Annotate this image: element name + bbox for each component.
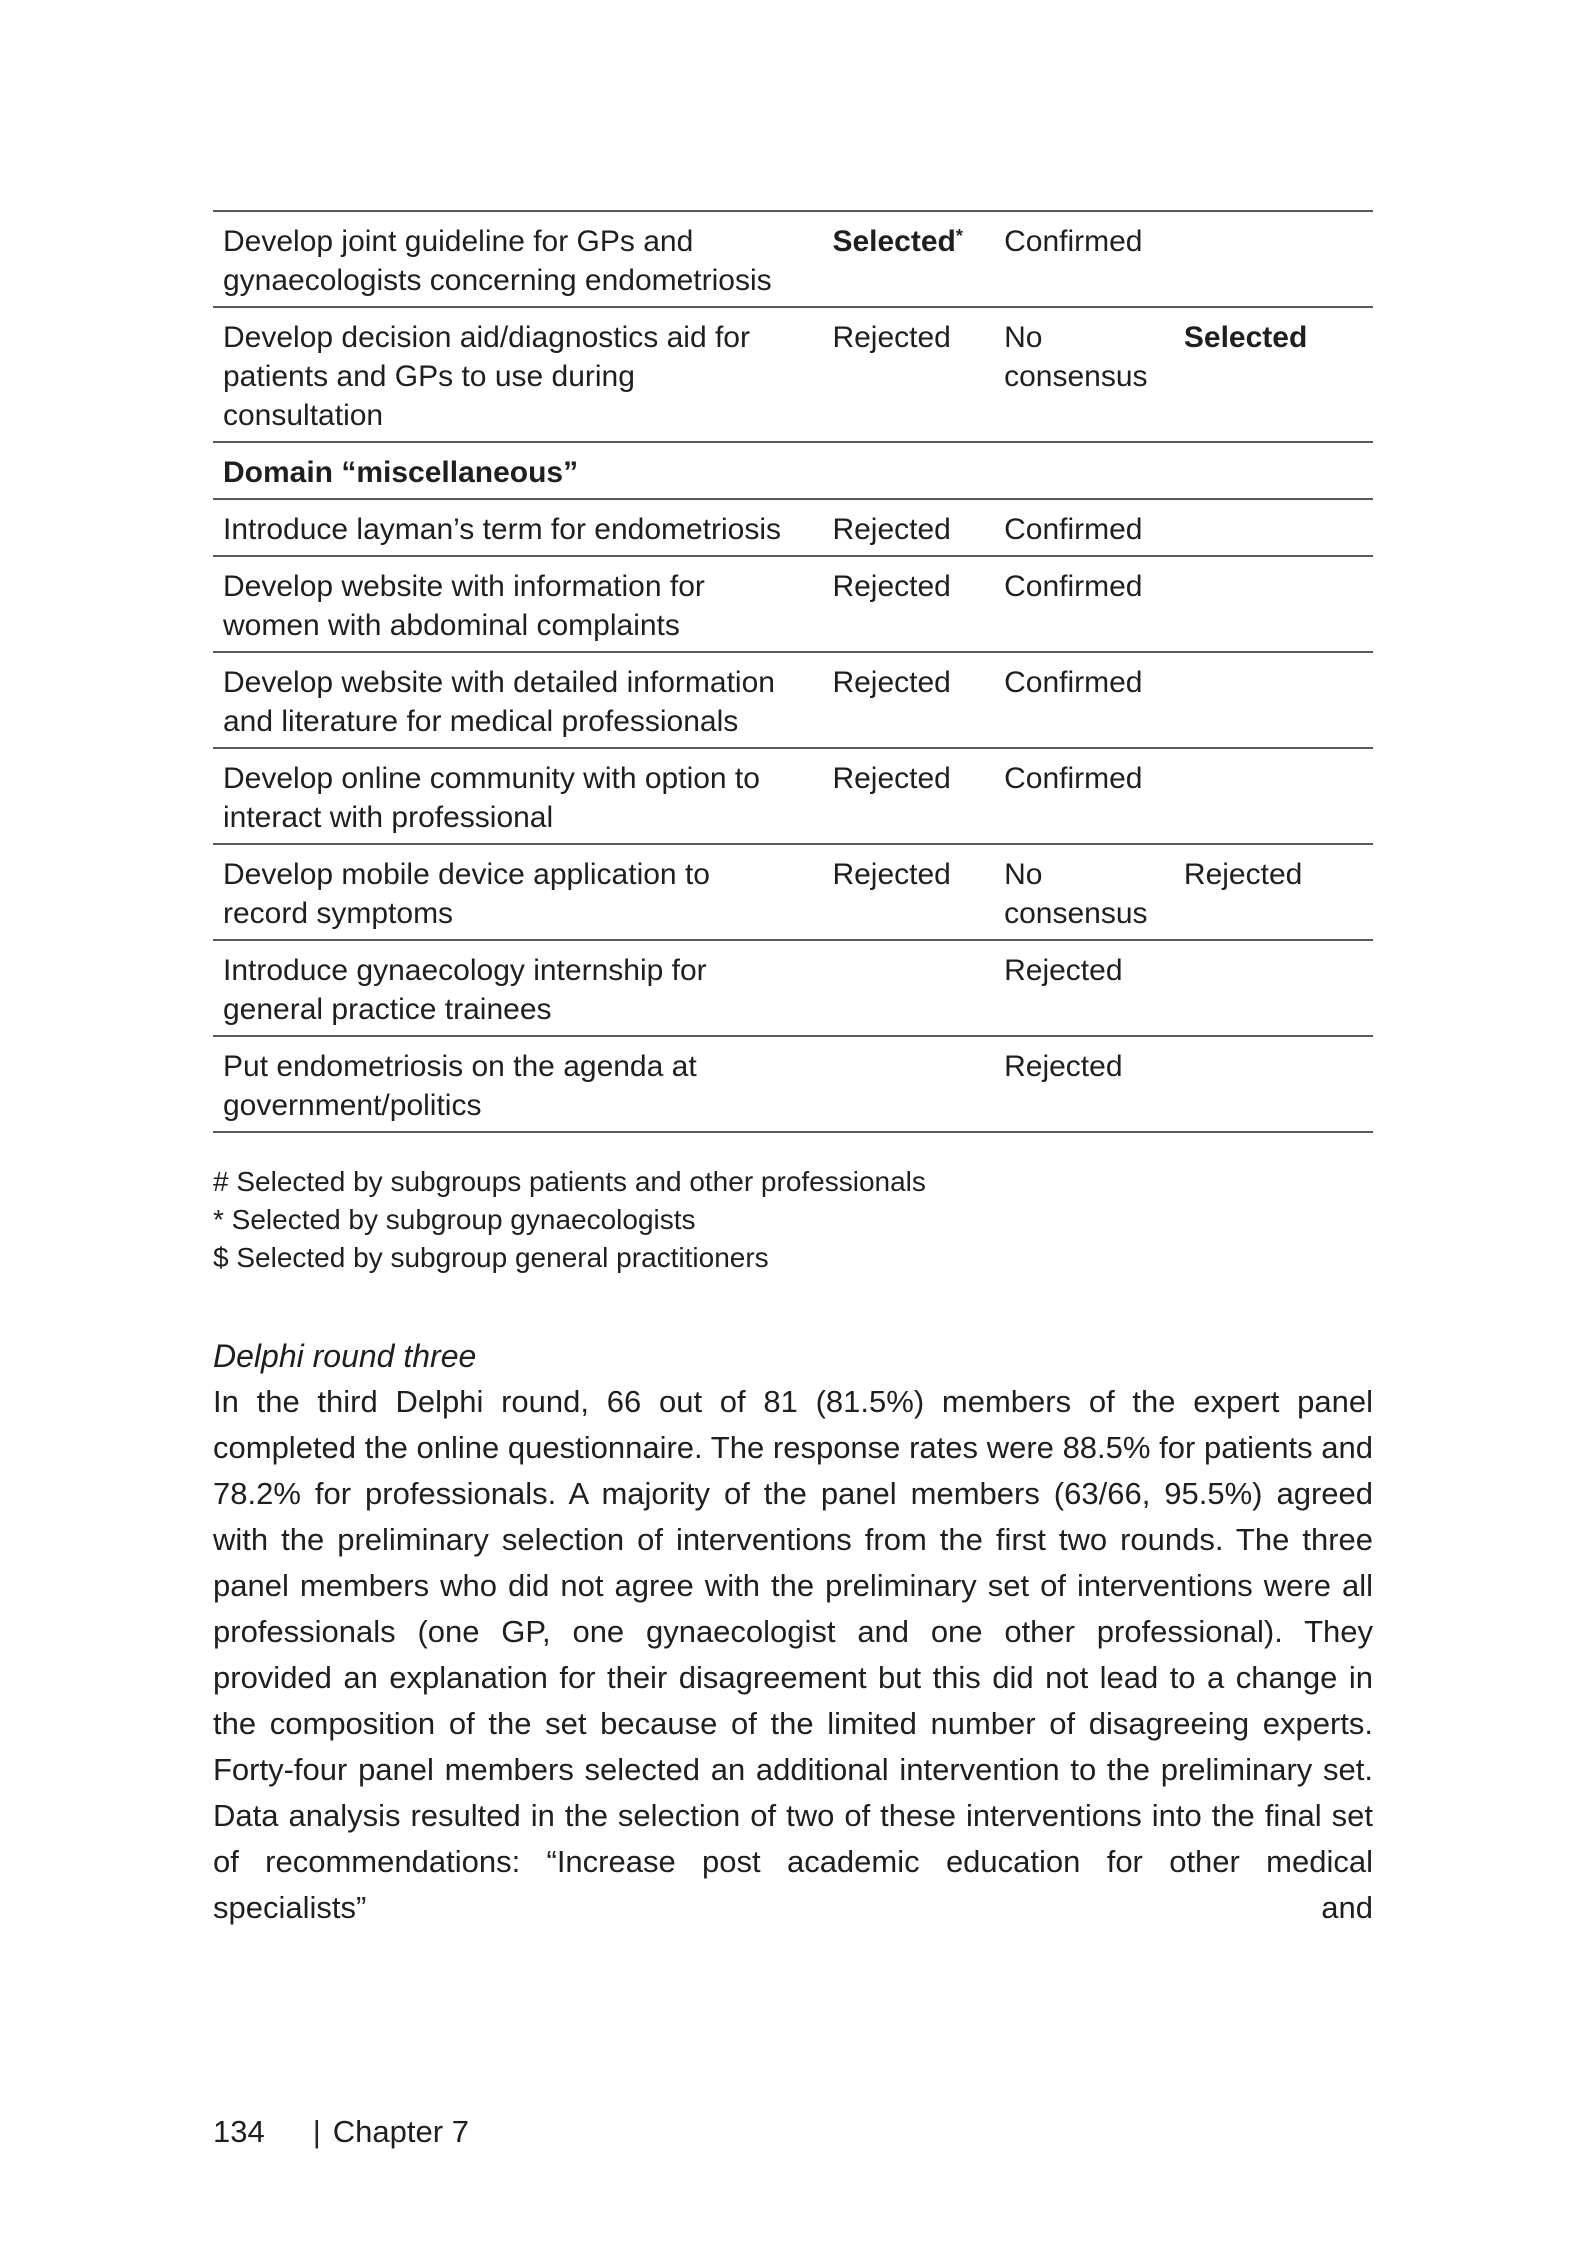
footnote-subgroup-gps: $ Selected by subgroup general practitioners (213, 1242, 769, 1273)
status-cell: Confirmed (1004, 762, 1143, 795)
status-cell: Rejected (832, 513, 951, 546)
status-cell: No consensus (1004, 321, 1148, 393)
table-row (213, 307, 1373, 442)
status-cell (1184, 556, 1373, 652)
intervention-cell: Introduce layman’s term for endometriosis (223, 513, 782, 546)
footnote-subgroups-patients: # Selected by subgroups patients and other professionals (213, 1166, 926, 1197)
footnote-marker: * (955, 226, 963, 246)
status-cell: Confirmed (1004, 666, 1143, 699)
intervention-cell: Develop joint guideline for GPs and gynaecologists concerning endometriosis (223, 225, 772, 297)
status-cell: Selected* (832, 225, 963, 258)
status-cell: Rejected (832, 666, 951, 699)
status-cell: No consensus (1004, 858, 1148, 930)
intervention-cell: Develop online community with option to interact with professional (223, 762, 760, 834)
chapter-label: Chapter 7 (332, 2114, 469, 2149)
status-cell: Confirmed (1004, 513, 1143, 546)
status-cell: Rejected (832, 570, 951, 603)
status-cell: Rejected (832, 762, 951, 795)
status-cell (832, 1036, 1004, 1132)
status-table-body (213, 211, 1373, 1132)
status-cell: Selected (1183, 321, 1308, 354)
section-heading: Delphi round three (213, 1338, 477, 1374)
table-row (213, 211, 1373, 307)
intervention-cell: Put endometriosis on the agenda at government/politics (223, 1050, 697, 1122)
intervention-cell: Develop website with detailed information and literature for medical professionals (223, 666, 775, 738)
table-footnotes (213, 1163, 1373, 1277)
status-cell: Rejected (832, 858, 951, 891)
body-paragraph: In the third Delphi round, 66 out of 81 (81.5%) members of the expert panel completed the online questionnaire. The response rates were 88.5% for patients and 78.2% for professionals. A majority of the panel members (63/66, 95.5%) agreed with the preliminary selection of interventions from the first two rounds. The three panel members who did not agree with the preliminary set of interventions were all professionals (one GP, one gynaecologist and one other professional). They provided an explanation for their disagreement but this did not lead to a change in the composition of the set because of the limited number of disagreeing experts. Forty-four panel members selected an additional intervention to the preliminary set. Data analysis resulted in the selection of two of these interventions into the final set of recommendations: “Increase post academic education for other medical specialists” and (213, 1384, 1373, 1925)
table-row (213, 748, 1373, 844)
table-section-row (213, 442, 1373, 499)
status-cell: Confirmed (1004, 570, 1143, 603)
status-cell: Confirmed (1004, 225, 1143, 258)
status-cell (1184, 499, 1373, 556)
status-cell: Rejected (1183, 858, 1303, 891)
status-cell (832, 940, 1004, 1036)
intervention-cell: Develop mobile device application to record symptoms (223, 858, 710, 930)
status-cell (1184, 748, 1373, 844)
status-cell (1184, 211, 1373, 307)
table-row (213, 499, 1373, 556)
table-row (213, 652, 1373, 748)
table-row (213, 844, 1373, 940)
text-block (213, 210, 1373, 1931)
domain-section-label: Domain “miscellaneous” (223, 456, 579, 489)
status-cell (1184, 652, 1373, 748)
status-cell (1184, 1036, 1373, 1132)
table-row (213, 1036, 1373, 1132)
status-cell: Rejected (1004, 954, 1123, 987)
page-number: 134 (213, 2114, 265, 2149)
intervention-cell: Develop website with information for women with abdominal complaints (223, 570, 705, 642)
intervention-cell: Introduce gynaecology internship for general practice trainees (223, 954, 707, 1026)
status-cell (1184, 940, 1373, 1036)
table-row (213, 556, 1373, 652)
interventions-table (213, 210, 1373, 1133)
table-row (213, 940, 1373, 1036)
status-cell: Rejected (1004, 1050, 1123, 1083)
footer-separator: | (312, 2114, 321, 2149)
footnote-subgroup-gynaecologists: * Selected by subgroup gynaecologists (213, 1204, 696, 1235)
intervention-cell: Develop decision aid/diagnostics aid for patients and GPs to use during consultation (223, 321, 750, 432)
status-cell: Rejected (832, 321, 951, 354)
page-footer (213, 2112, 469, 2152)
